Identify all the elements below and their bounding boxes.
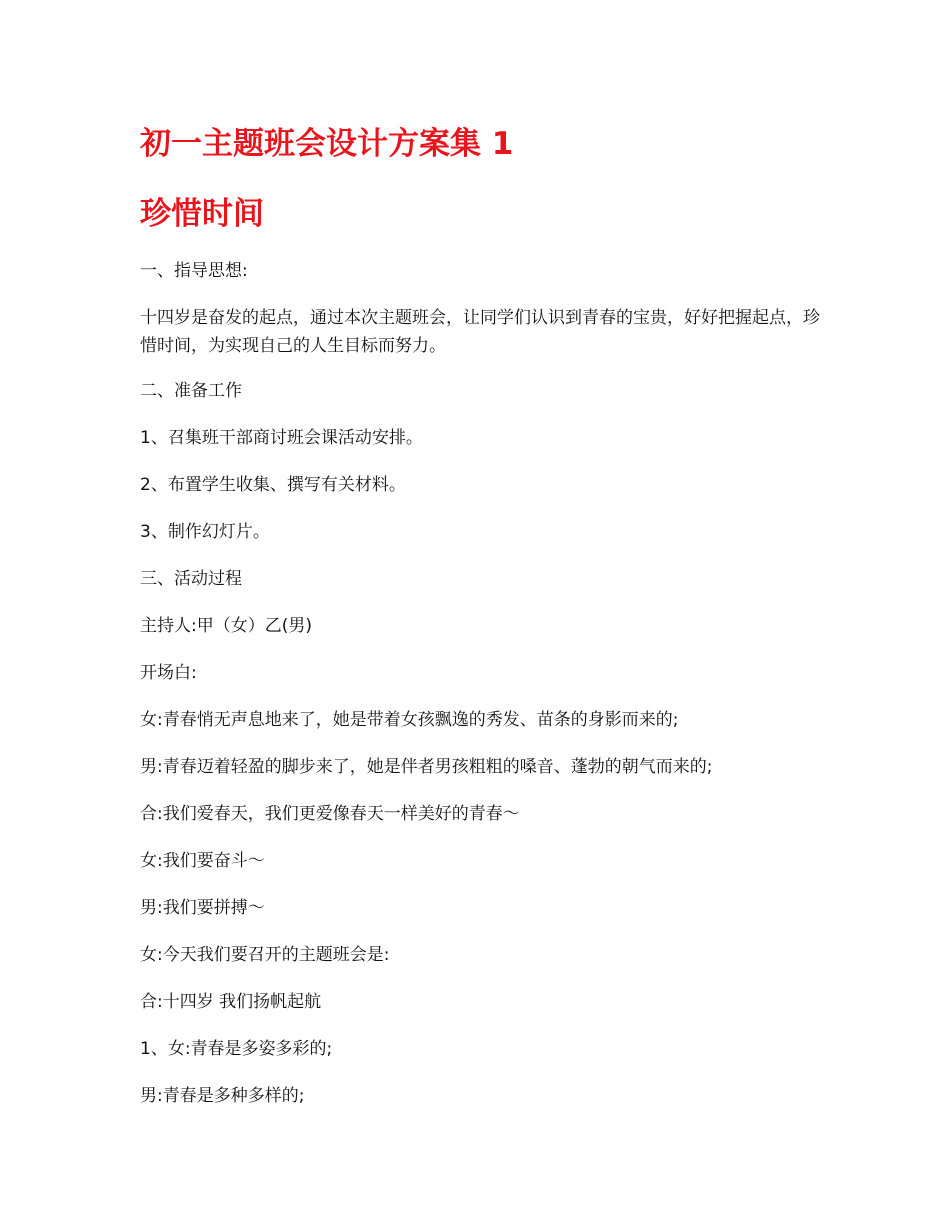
dialogue-line: 合:我们爱春天，我们更爱像春天一样美好的青春～ <box>140 804 520 824</box>
dialogue-line: 1、女:青春是多姿多彩的; <box>140 1039 333 1059</box>
section-heading-preparation: 二、准备工作 <box>140 381 242 401</box>
preparation-item-3: 3、制作幻灯片。 <box>140 522 270 542</box>
dialogue-line: 女:今天我们要召开的主题班会是: <box>140 945 390 965</box>
dialogue-line: 女:我们要奋斗～ <box>140 851 265 871</box>
preparation-item-1: 1、召集班干部商讨班会课活动安排。 <box>140 428 423 448</box>
section-heading-activity: 三、活动过程 <box>140 569 242 589</box>
preparation-item-2: 2、布置学生收集、撰写有关材料。 <box>140 475 406 495</box>
dialogue-line: 男:青春迈着轻盈的脚步来了，她是伴者男孩粗粗的嗓音、蓬勃的朝气而来的; <box>140 757 713 777</box>
section-heading-guiding-thought: 一、指导思想: <box>140 261 248 281</box>
document-body <box>140 257 820 1129</box>
dialogue-line: 合:十四岁 我们扬帆起航 <box>140 992 322 1012</box>
hosts-line: 主持人:甲（女）乙(男) <box>140 616 312 636</box>
document-title: 初一主题班会设计方案集 1 <box>140 126 514 162</box>
document-subtitle: 珍惜时间 <box>140 196 264 232</box>
dialogue-line: 女:青春悄无声息地来了，她是带着女孩飘逸的秀发、苗条的身影而来的; <box>140 710 679 730</box>
paragraph-guiding-thought: 十四岁是奋发的起点，通过本次主题班会，让同学们认识到青春的宝贵，好好把握起点，珍惜时间，为实现自己的人生目标而努力。 <box>140 308 820 356</box>
dialogue-line: 男:我们要拼搏～ <box>140 898 265 918</box>
dialogue-line: 男:青春是多种多样的; <box>140 1086 305 1106</box>
opening-remarks-label: 开场白: <box>140 663 197 683</box>
